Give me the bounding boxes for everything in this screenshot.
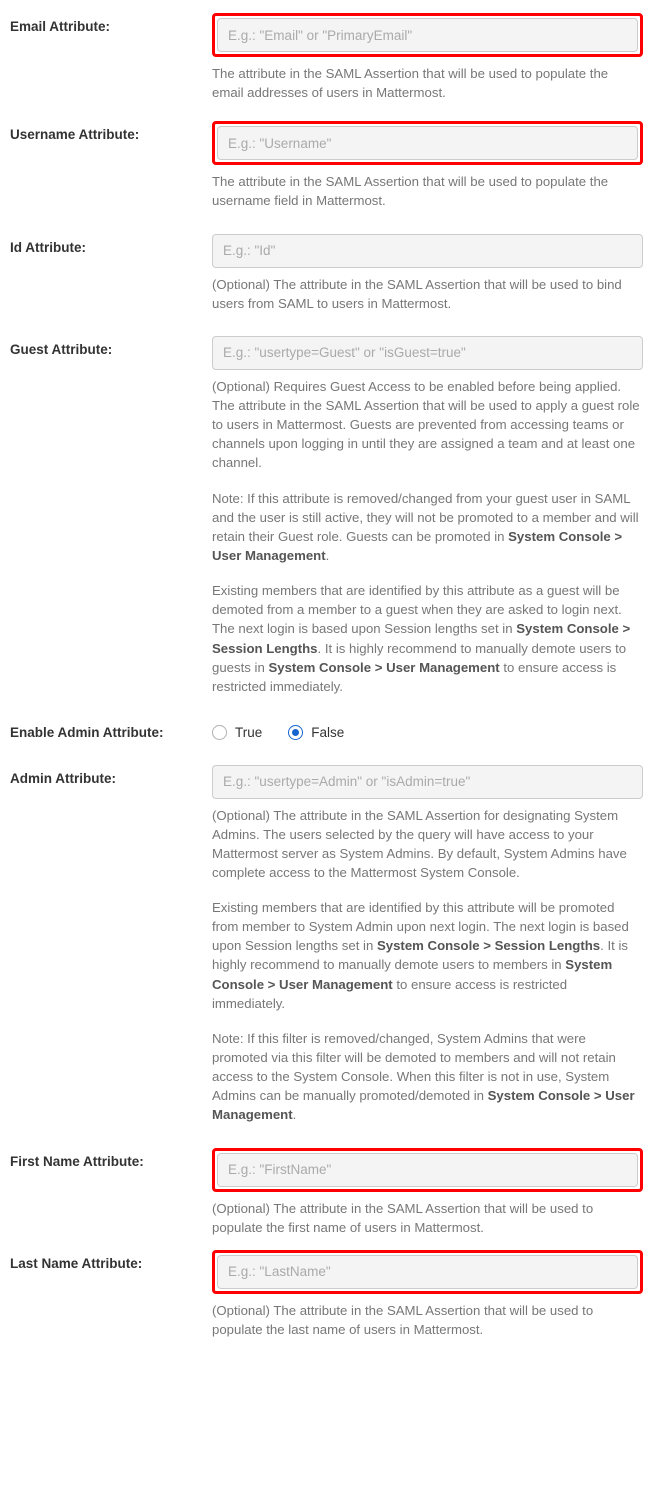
help-last-name-attribute: (Optional) The attribute in the SAML Assertion that will be used to populate the last name of users in Mattermost. bbox=[212, 1302, 594, 1338]
guest-existing-bold-2: System Console > User Management bbox=[268, 659, 500, 675]
field-row-enable-admin-attribute bbox=[0, 716, 669, 744]
field-row-id-attribute bbox=[0, 231, 669, 315]
guest-existing-bold-1: System Console > Session Lengths bbox=[212, 621, 631, 656]
enable-admin-attribute-radio-group bbox=[212, 719, 643, 740]
id-attribute-input[interactable] bbox=[212, 234, 643, 268]
guest-existing-prefix: Existing members that are identified by this attribute as a guest will be demoted from a member to a guest when they are asked to login next. The next login is based upon Session lengths set in bbox=[212, 583, 622, 637]
help-id-attribute: (Optional) The attribute in the SAML Assertion that will be used to bind users from SAML to users in Mattermost. bbox=[212, 276, 622, 311]
help-admin-attribute-note bbox=[212, 1029, 643, 1125]
label-enable-admin-attribute: Enable Admin Attribute: bbox=[10, 724, 164, 740]
help-guest-attribute-note bbox=[212, 489, 643, 566]
field-row-admin-attribute bbox=[0, 762, 669, 1127]
label-email-attribute: Email Attribute: bbox=[10, 19, 111, 34]
guest-existing-suffix: to ensure access is restricted immediately. bbox=[212, 659, 617, 694]
admin-attribute-input[interactable] bbox=[212, 765, 643, 799]
admin-existing-bold-2: System Console > User Management bbox=[212, 957, 613, 992]
admin-existing-bold-1: System Console > Session Lengths bbox=[376, 938, 601, 954]
admin-existing-mid: . It is highly recommend to manually demote users to members in bbox=[212, 938, 628, 973]
help-email-attribute: The attribute in the SAML Assertion that will be used to populate the email addresses of users in Mattermost. bbox=[212, 66, 609, 101]
label-first-name-attribute: First Name Attribute: bbox=[10, 1153, 144, 1169]
field-row-first-name-attribute bbox=[0, 1145, 669, 1239]
guest-note-prefix: Note: If this attribute is removed/changed from your guest user in SAML and the user is still active, they will not be promoted to a member and will retain their Guest role. Guests can be promoted in bbox=[212, 490, 639, 544]
field-row-email-attribute bbox=[0, 10, 669, 104]
field-row-last-name-attribute bbox=[0, 1247, 669, 1341]
admin-existing-prefix: Existing members that are identified by this attribute will be promoted from member to System Admin upon next login. The next login is based upon Session lengths set in bbox=[212, 900, 629, 954]
guest-existing-mid: . It is highly recommend to manually demote users to guests in bbox=[212, 640, 627, 675]
radio-label-false: False bbox=[311, 724, 345, 740]
label-last-name-attribute: Last Name Attribute: bbox=[10, 1255, 143, 1271]
help-guest-attribute: (Optional) Requires Guest Access to be enabled before being applied. The attribute in the SAML Assertion that will be used to apply a guest role to users in Mattermost. Guests are prevented from accessing teams or channels upon logging in until they are assigned a team and at least one channel. bbox=[212, 378, 640, 471]
help-username-attribute: The attribute in the SAML Assertion that will be used to populate the username field in Mattermost. bbox=[212, 174, 609, 209]
admin-note-bold: System Console > User Management bbox=[212, 1088, 635, 1123]
email-attribute-input[interactable] bbox=[217, 18, 638, 52]
guest-note-bold: System Console > User Management bbox=[212, 528, 623, 563]
help-admin-attribute-existing bbox=[212, 898, 643, 1013]
help-guest-attribute-existing bbox=[212, 581, 643, 696]
radio-circle-icon-false[interactable] bbox=[288, 725, 303, 740]
highlight-last-name-attribute bbox=[212, 1250, 643, 1294]
admin-existing-suffix: to ensure access is restricted immediately. bbox=[212, 976, 568, 1011]
radio-enable-admin-attribute-false[interactable] bbox=[288, 725, 344, 740]
guest-attribute-input[interactable] bbox=[212, 336, 643, 370]
radio-label-true: True bbox=[235, 724, 263, 740]
highlight-email-attribute bbox=[212, 13, 643, 57]
label-guest-attribute: Guest Attribute: bbox=[10, 341, 113, 357]
first-name-attribute-input[interactable] bbox=[217, 1153, 638, 1187]
highlight-first-name-attribute bbox=[212, 1148, 643, 1192]
field-row-username-attribute bbox=[0, 118, 669, 212]
admin-note-prefix: Note: If this filter is removed/changed, System Admins that were promoted via this filter will be demoted to members and will not retain access to the System Console. When this filter is not in use, System Admins can be manually promoted/demoted in bbox=[212, 1030, 616, 1104]
radio-circle-icon-true[interactable] bbox=[212, 725, 227, 740]
admin-note-suffix: . bbox=[292, 1107, 297, 1123]
radio-enable-admin-attribute-true[interactable] bbox=[212, 725, 262, 740]
label-admin-attribute: Admin Attribute: bbox=[10, 770, 116, 786]
username-attribute-input[interactable] bbox=[217, 126, 638, 160]
label-id-attribute: Id Attribute: bbox=[10, 239, 86, 255]
label-username-attribute: Username Attribute: bbox=[10, 127, 140, 143]
last-name-attribute-input[interactable] bbox=[217, 1255, 638, 1289]
highlight-username-attribute bbox=[212, 121, 643, 165]
help-admin-attribute: (Optional) The attribute in the SAML Assertion for designating System Admins. The users selected by the query will have access to your Mattermost server as System Admins. By default, System Admins have complete access to the Mattermost System Console. bbox=[212, 807, 627, 880]
guest-note-suffix: . bbox=[325, 547, 330, 563]
field-row-guest-attribute bbox=[0, 333, 669, 698]
help-first-name-attribute: (Optional) The attribute in the SAML Assertion that will be used to populate the first name of users in Mattermost. bbox=[212, 1200, 594, 1235]
